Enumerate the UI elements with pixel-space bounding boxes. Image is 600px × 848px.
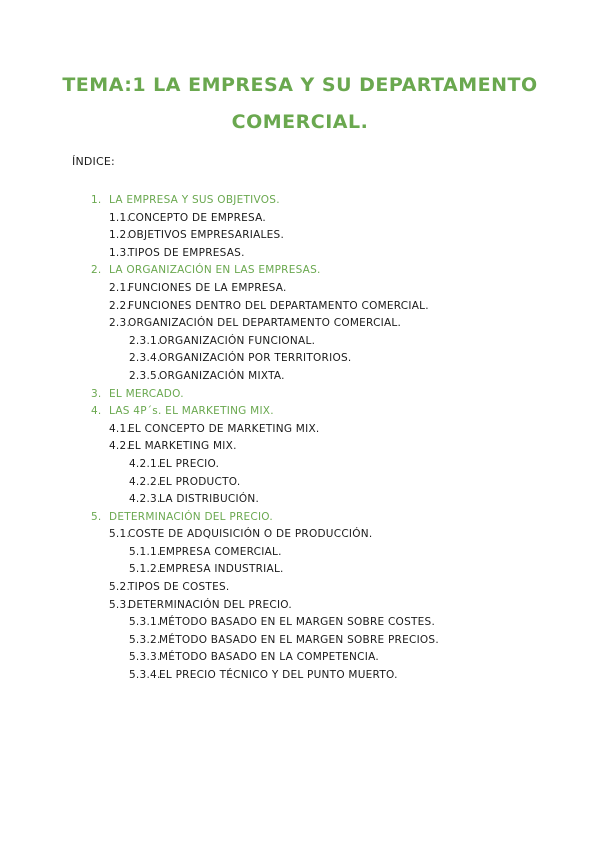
toc-entry-number: 5.1.2. [129,563,161,576]
toc-entry-level-2 [0,280,600,298]
toc-entry-number: 5.3.1. [129,616,161,629]
toc-entry-level-3 [0,544,600,562]
index-heading: ÍNDICE: [72,155,115,168]
toc-entry-number: 5.1.1. [129,545,161,558]
toc-entry-text: COSTE DE ADQUISICIÓN O DE PRODUCCIÓN. [128,528,373,541]
toc-entry-text: ORGANIZACIÓN DEL DEPARTAMENTO COMERCIAL. [128,317,402,330]
toc-entry-level-3 [0,632,600,650]
toc-entry-text: EMPRESA INDUSTRIAL. [159,563,284,576]
toc-entry-number: 2.3.1. [129,334,161,347]
toc-entry-number: 2.3.4. [129,352,161,365]
toc-entry-level-2 [0,245,600,263]
toc-entry-level-1 [0,403,600,421]
toc-entry-number: 2.1. [109,281,131,294]
toc-entry-text: ORGANIZACIÓN FUNCIONAL. [159,334,316,347]
toc-entry-level-3 [0,350,600,368]
toc-entry-text: MÉTODO BASADO EN EL MARGEN SOBRE PRECIOS. [159,633,439,646]
toc-entry-level-3 [0,333,600,351]
toc-entry-number: 3. [91,387,102,400]
toc-entry-level-3 [0,456,600,474]
toc-entry-text: TIPOS DE COSTES. [128,581,230,594]
toc-entry-level-2 [0,597,600,615]
toc-entry-number: 4. [91,405,102,418]
toc-entry-text: CONCEPTO DE EMPRESA. [128,211,266,224]
toc-entry-text: EL PRODUCTO. [159,475,241,488]
toc-entry-level-2 [0,227,600,245]
toc-entry-text: FUNCIONES DE LA EMPRESA. [128,281,287,294]
toc-entry-number: 1.2. [109,229,131,242]
toc-entry-level-1 [0,386,600,404]
toc-entry-text: DETERMINACIÓN DEL PRECIO. [109,510,273,523]
toc-entry-text: EL PRECIO TÉCNICO Y DEL PUNTO MUERTO. [159,669,398,682]
toc-entry-text: MÉTODO BASADO EN EL MARGEN SOBRE COSTES. [159,616,436,629]
toc-entry-number: 5.3.3. [129,651,161,664]
toc-entry-number: 2.2. [109,299,131,312]
toc-entry-text: LA EMPRESA Y SUS OBJETIVOS. [109,194,280,206]
toc-entry-number: 4.2.3. [129,493,161,506]
toc-entry-number: 1.3. [109,246,131,259]
toc-entry-text: DETERMINACIÓN DEL PRECIO. [128,598,292,611]
toc-entry-level-2 [0,579,600,597]
toc-entry-number: 5.3.2. [129,633,161,646]
toc-entry-text: EMPRESA COMERCIAL. [159,545,282,558]
document-title-line-1: TEMA:1 LA EMPRESA Y SU DEPARTAMENTO [62,74,538,96]
toc-entry-level-1 [0,192,600,210]
toc-entry-text: MÉTODO BASADO EN LA COMPETENCIA. [159,651,379,664]
toc-entry-level-3 [0,667,600,685]
toc-entry-number: 4.2. [109,440,131,453]
toc-entry-number: 5.2. [109,581,131,594]
toc-entry-text: EL PRECIO. [159,457,220,470]
toc-entry-text: EL MARKETING MIX. [128,440,237,453]
toc-entry-number: 4.2.2. [129,475,161,488]
toc-entry-number: 1.1. [109,211,131,224]
table-of-contents [0,192,600,685]
toc-entry-text: LA ORGANIZACIÓN EN LAS EMPRESAS. [109,264,321,277]
toc-entry-text: TIPOS DE EMPRESAS. [128,246,245,259]
toc-entry-number: 5.3.4. [129,669,161,682]
toc-entry-number: 5.1. [109,528,131,541]
toc-entry-text: FUNCIONES DENTRO DEL DEPARTAMENTO COMERCIAL. [128,299,429,312]
toc-entry-number: 2.3.5. [129,369,161,382]
toc-entry-level-2 [0,526,600,544]
toc-entry-level-2 [0,421,600,439]
toc-entry-level-2 [0,315,600,333]
toc-entry-number: 2. [91,264,102,277]
toc-entry-number: 5. [91,510,102,523]
toc-entry-number: 5.3. [109,598,131,611]
toc-entry-level-1 [0,509,600,527]
toc-entry-level-2 [0,298,600,316]
toc-entry-level-3 [0,368,600,386]
toc-entry-text: ORGANIZACIÓN MIXTA. [159,369,285,382]
toc-entry-number: 1. [91,194,102,206]
toc-entry-text: LA DISTRIBUCIÓN. [159,493,260,506]
toc-entry-level-2 [0,210,600,228]
toc-entry-text: LAS 4P´s. EL MARKETING MIX. [109,405,274,418]
toc-entry-number: 4.2.1. [129,457,161,470]
toc-entry-level-3 [0,614,600,632]
toc-entry-text: ORGANIZACIÓN POR TERRITORIOS. [159,352,352,365]
toc-entry-text: EL CONCEPTO DE MARKETING MIX. [128,422,320,435]
toc-entry-level-2 [0,438,600,456]
toc-entry-level-3 [0,474,600,492]
toc-entry-number: 2.3. [109,317,131,330]
toc-entry-level-3 [0,491,600,509]
toc-entry-number: 4.1. [109,422,131,435]
toc-entry-text: OBJETIVOS EMPRESARIALES. [128,229,285,242]
document-title-line-2: COMERCIAL. [231,111,369,133]
toc-entry-level-3 [0,561,600,579]
toc-entry-level-1 [0,262,600,280]
toc-entry-level-3 [0,649,600,667]
toc-entry-text: EL MERCADO. [109,387,184,400]
